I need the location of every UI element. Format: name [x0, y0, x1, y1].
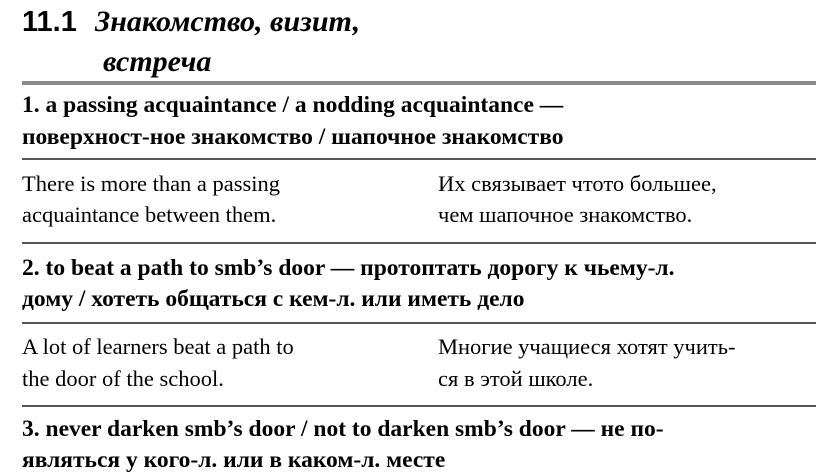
- entry-1-example-en-line-2: acquaintance between them.: [22, 202, 277, 227]
- entry-separator-2: [22, 405, 816, 407]
- entry-2-heading-line-1: 2. to beat a path to smb’s door — протоптать дорогу к чьему-л.: [22, 255, 675, 281]
- entry-2-divider: [22, 322, 816, 324]
- entry-3-heading-line-1: 3. never darken smb’s door / not to darken smb’s door — не по-: [22, 416, 664, 442]
- entry-2-example-ru-line-2: ся в этой школе.: [438, 366, 594, 391]
- entry-1-example-en-line-1: There is more than a passing: [22, 171, 281, 196]
- entry-1-example-ru-line-1: Их связывает чтото большее,: [438, 171, 717, 196]
- section-title-line-2: встреча: [103, 45, 212, 78]
- entry-2-example-en-line-1: A lot of learners beat a path to: [22, 334, 294, 359]
- entry-3-heading-line-2: являться у кого-л. или в каком-л. месте: [22, 447, 446, 473]
- entry-separator-1: [22, 242, 816, 244]
- entry-2-example-en-line-2: the door of the school.: [22, 366, 224, 391]
- entry-2-example-ru-line-1: Многие учащиеся хотят учить-: [438, 334, 736, 359]
- section-title-line-1: Знакомство, визит,: [95, 5, 361, 38]
- entry-1-heading-line-2: поверхност-ное знакомство / шапочное знакомство: [22, 124, 564, 150]
- entry-1-heading-line-1: 1. a passing acquaintance / a nodding acquaintance —: [22, 92, 564, 118]
- entry-2-heading-line-2: дому / хотеть общаться с кем-л. или иметь дело: [22, 286, 525, 312]
- section-number: 11.1: [22, 6, 77, 38]
- entry-1-example-ru-line-2: чем шапочное знакомство.: [438, 202, 693, 227]
- title-divider: [22, 81, 816, 85]
- entry-1-divider: [22, 158, 816, 160]
